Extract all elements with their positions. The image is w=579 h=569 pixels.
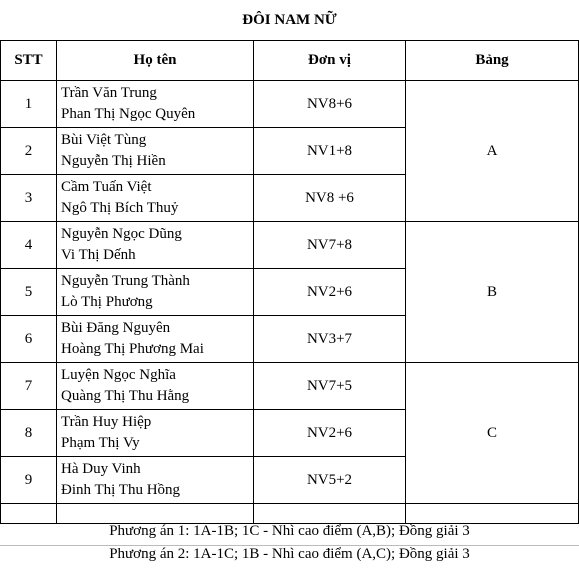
pairs-table xyxy=(0,40,579,524)
player-1: Bùi Đăng Nguyên xyxy=(61,320,171,336)
player-1: Nguyễn Trung Thành xyxy=(61,273,190,289)
row-unit: NV2+6 xyxy=(254,269,406,316)
table-row xyxy=(1,81,579,128)
row-stt: 6 xyxy=(1,316,57,363)
group-c: C xyxy=(406,363,579,504)
header-unit: Đơn vị xyxy=(254,41,406,81)
player-1: Trần Huy Hiệp xyxy=(61,414,152,430)
row-names xyxy=(57,128,254,175)
row-stt: 7 xyxy=(1,363,57,410)
row-stt: 2 xyxy=(1,128,57,175)
row-stt: 8 xyxy=(1,410,57,457)
player-2: Phan Thị Ngọc Quyên xyxy=(61,106,196,122)
player-1: Trần Văn Trung xyxy=(61,85,157,101)
row-unit: NV1+8 xyxy=(254,128,406,175)
row-stt: 1 xyxy=(1,81,57,128)
player-2: Đinh Thị Thu Hồng xyxy=(61,482,181,498)
row-stt: 3 xyxy=(1,175,57,222)
row-unit: NV7+5 xyxy=(254,363,406,410)
player-2: Vi Thị Dếnh xyxy=(61,247,136,263)
blank-cell xyxy=(57,504,254,524)
row-names xyxy=(57,222,254,269)
player-2: Ngô Thị Bích Thuỷ xyxy=(61,200,179,216)
row-unit: NV7+8 xyxy=(254,222,406,269)
row-stt: 5 xyxy=(1,269,57,316)
row-stt: 4 xyxy=(1,222,57,269)
player-1: Luyện Ngọc Nghĩa xyxy=(61,367,176,383)
header-stt: STT xyxy=(1,41,57,81)
row-names xyxy=(57,457,254,504)
row-names xyxy=(57,175,254,222)
row-stt: 9 xyxy=(1,457,57,504)
player-2: Quàng Thị Thu Hằng xyxy=(61,388,190,404)
blank-row xyxy=(1,504,579,524)
table-row xyxy=(1,363,579,410)
row-names xyxy=(57,269,254,316)
row-unit: NV8 +6 xyxy=(254,175,406,222)
row-names xyxy=(57,410,254,457)
header-name: Họ tên xyxy=(57,41,254,81)
page-title: ĐÔI NAM NỮ xyxy=(242,12,337,28)
footer-option-2: Phương án 2: 1A-1C; 1B - Nhì cao điểm (A,C); Đồng giải 3 xyxy=(109,546,470,562)
row-names xyxy=(57,363,254,410)
player-1: Cầm Tuấn Việt xyxy=(61,179,152,195)
row-unit: NV5+2 xyxy=(254,457,406,504)
group-b: B xyxy=(406,222,579,363)
footer-option-1: Phương án 1: 1A-1B; 1C - Nhì cao điểm (A,B); Đồng giải 3 xyxy=(109,523,470,539)
table-row xyxy=(1,222,579,269)
group-a: A xyxy=(406,81,579,222)
player-2: Lò Thị Phương xyxy=(61,294,153,310)
blank-cell xyxy=(254,504,406,524)
row-names xyxy=(57,316,254,363)
table-header-row xyxy=(1,41,579,81)
player-1: Hà Duy Vinh xyxy=(61,461,141,477)
row-unit: NV3+7 xyxy=(254,316,406,363)
blank-cell xyxy=(1,504,57,524)
player-1: Nguyễn Ngọc Dũng xyxy=(61,226,182,242)
row-unit: NV8+6 xyxy=(254,81,406,128)
row-unit: NV2+6 xyxy=(254,410,406,457)
player-2: Nguyễn Thị Hiền xyxy=(61,153,166,169)
player-1: Bùi Việt Tùng xyxy=(61,132,147,148)
header-group: Bảng xyxy=(406,41,579,81)
player-2: Phạm Thị Vy xyxy=(61,435,140,451)
player-2: Hoàng Thị Phương Mai xyxy=(61,341,204,357)
row-names xyxy=(57,81,254,128)
blank-cell xyxy=(406,504,579,524)
